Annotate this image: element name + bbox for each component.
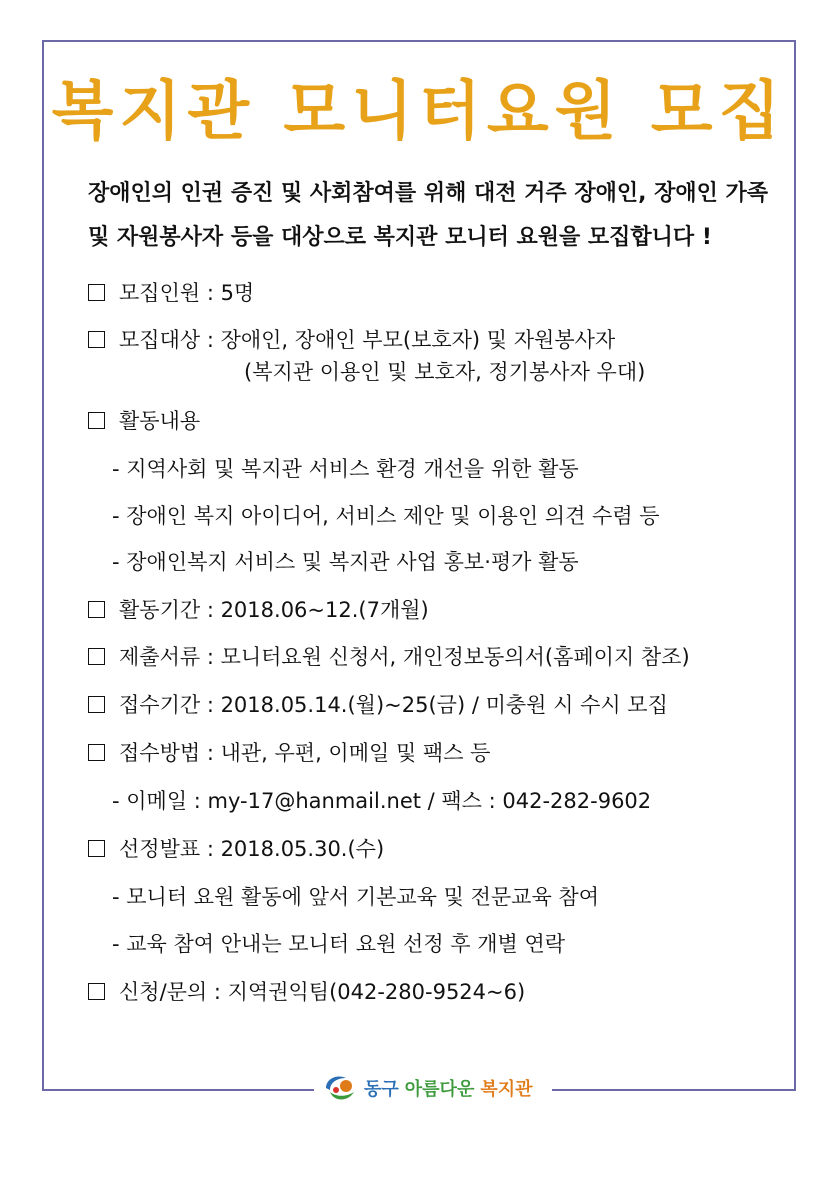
recruit-count-text: 모집인원 : 5명 xyxy=(119,281,255,305)
checkbox-icon xyxy=(88,331,105,348)
logo-emblem-icon xyxy=(320,1070,360,1106)
intro-line-1: 장애인의 인권 증진 및 사회참여를 위해 대전 거주 장애인, 장애인 가족 xyxy=(88,181,769,206)
activity-item-3: - 장애인복지 서비스 및 복지관 사업 홍보·평가 활동 xyxy=(112,550,579,574)
checkbox-icon xyxy=(88,601,105,618)
recruit-target-text: 모집대상 : 장애인, 장애인 부모(보호자) 및 자원봉사자 xyxy=(119,328,616,352)
recruit-count-row xyxy=(88,277,254,307)
checkbox-icon xyxy=(88,983,105,1000)
activity-item-1: - 지역사회 및 복지관 서비스 환경 개선을 위한 활동 xyxy=(112,457,579,481)
intro-line-2: 및 자원봉사자 등을 대상으로 복지관 모니터 요원을 모집합니다 ! xyxy=(88,225,712,250)
bottom-divider-right xyxy=(552,1089,796,1091)
page-title: 복지관 모니터요원 모집 xyxy=(51,75,787,149)
application-period-text: 접수기간 : 2018.05.14.(월)~25(금) / 미충원 시 수시 모집 xyxy=(119,693,668,717)
announcement-row xyxy=(88,833,384,863)
checkbox-icon xyxy=(88,648,105,665)
activity-row xyxy=(88,405,200,435)
inquiry-text: 신청/문의 : 지역권익팀(042-280-9524~6) xyxy=(119,980,526,1004)
documents-text: 제출서류 : 모니터요원 신청서, 개인정보동의서(홈페이지 참조) xyxy=(119,645,690,669)
logo-text-areumdaun: 아름다운 xyxy=(404,1079,475,1100)
recruit-target-note: (복지관 이용인 및 보호자, 정기봉사자 우대) xyxy=(244,360,646,384)
recruit-target-row xyxy=(88,324,615,354)
checkbox-icon xyxy=(88,696,105,713)
documents-row xyxy=(88,641,690,671)
activity-item-2: - 장애인 복지 아이디어, 서비스 제안 및 이용인 의견 수렴 등 xyxy=(112,504,660,528)
checkbox-icon xyxy=(88,412,105,429)
method-row xyxy=(88,737,490,767)
logo-text-donggu: 동구 xyxy=(364,1079,399,1100)
welfare-center-logo xyxy=(320,1070,533,1106)
activity-text: 활동내용 xyxy=(119,409,201,433)
announcement-item-1: - 모니터 요원 활동에 앞서 기본교육 및 전문교육 참여 xyxy=(112,885,599,909)
period-row xyxy=(88,594,429,624)
announcement-item-2: - 교육 참여 안내는 모니터 요원 선정 후 개별 연락 xyxy=(112,932,566,956)
application-period-row xyxy=(88,689,668,719)
method-contact: - 이메일 : my-17@hanmail.net / 팩스 : 042-282-9602 xyxy=(112,789,652,813)
checkbox-icon xyxy=(88,744,105,761)
method-text: 접수방법 : 내관, 우편, 이메일 및 팩스 등 xyxy=(119,741,491,765)
logo-text-bokjigwan: 복지관 xyxy=(480,1079,533,1100)
bottom-divider-left xyxy=(42,1089,314,1091)
checkbox-icon xyxy=(88,284,105,301)
intro-text xyxy=(88,172,768,260)
inquiry-row xyxy=(88,976,525,1006)
announcement-text: 선정발표 : 2018.05.30.(수) xyxy=(119,837,385,861)
period-text: 활동기간 : 2018.06~12.(7개월) xyxy=(119,598,429,622)
checkbox-icon xyxy=(88,840,105,857)
